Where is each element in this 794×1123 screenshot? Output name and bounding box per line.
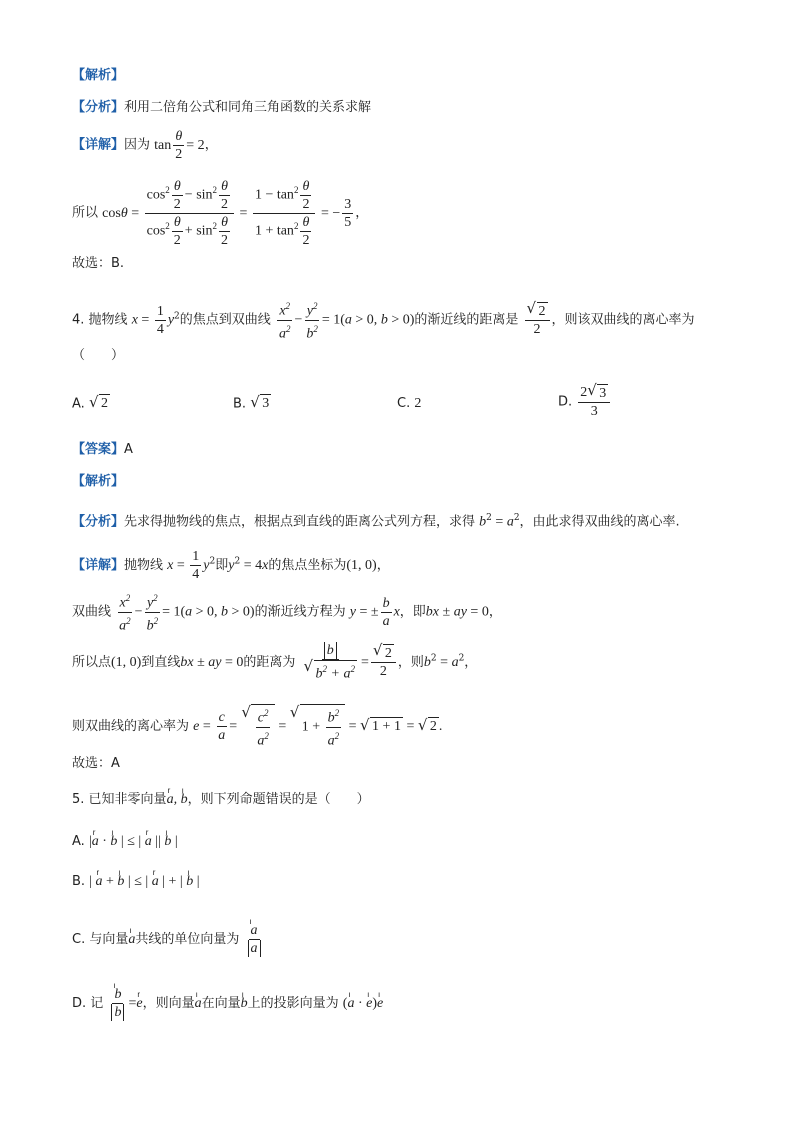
sec3-line-prefix: 所以 (72, 205, 99, 221)
q4-daan-tag: 【答案】 (72, 442, 125, 457)
q4-option-b[interactable]: B. √ 3 (233, 394, 271, 415)
sec3-fenxi-line (72, 98, 371, 118)
sec3-answer: 故选：B. (72, 256, 125, 271)
q4-option-a[interactable]: A. √ 2 (72, 394, 110, 415)
q4-detail-2: 双曲线 $\frac{x^2}{a^2}$ − $\frac{y^2}{b^2}$ = 1(a > 0, b > 0)的渐近线方程为 y = ± $\frac{b}{a}$ x，即bx ± ay = 0， (72, 590, 502, 634)
q4-fenxi-line: 【分析】先求得抛物线的焦点，根据点到直线的距离公式列方程，求得 $b^2 = a^2$，由此求得双曲线的离心率. (72, 513, 680, 530)
sec3-cos-line: 所以 cosθ = $\cos^2$ $\frac{\theta}{2}$ − $\sin^2$ $\frac{\theta}{2}$ $\cos^2$ $\frac{\theta}{2}$ + $\sin^2$ $\frac{\theta}{2}$ = $1 - \tan^2$ $\frac{\theta}{2}$ $1 + \tan^2$ $\frac{\theta}{2}$ = − $\frac{3}{5}$ ， (72, 179, 369, 248)
sec3-fenxi-text: 利用二倍角公式和同角三角函数的关系求解 (124, 100, 372, 115)
sec3-cos-expr: cosθ = $\cos^2$ $\frac{\theta}{2}$ − $\sin^2$ $\frac{\theta}{2}$ $\cos^2$ $\frac{\theta}{2}$ + $\sin^2$ $\frac{\theta}{2}$ = $1 - \tan^2$ $\frac{\theta}{2}$ $1 + \tan^2$ $\frac{\theta}{2}$ = − $\frac{3}{5}$ (102, 179, 352, 248)
sec3-xiangjie-line: 【详解】因为 tan $\frac{\theta}{2}$ = 2， (72, 129, 218, 162)
q4-option-c[interactable]: C. 2 (397, 396, 422, 411)
q4-jiexi-tag: 【解析】 (72, 474, 125, 489)
sec3-xiangjie-text: 因为 (124, 137, 151, 153)
q5-option-b[interactable]: B. | r a + ı b | ≤ | r a | + | ı b | (72, 872, 200, 892)
sec3-fenxi-tag: 【分析】 (72, 100, 125, 115)
q5-option-d[interactable]: D. 记 ı $\frac{b}{b}$ =r e，则向量ı a在向量ı b上的投影向量为 (ı a · ı e)ı e (72, 986, 383, 1021)
q4-answer-line (72, 440, 133, 460)
q4-daan-value: A (124, 442, 133, 457)
q4-option-d[interactable]: D. $\frac{2√ 3}{3}$ (558, 384, 612, 420)
q4-detail-4: 则双曲线的离心率为 e = $\frac{c}{a}$ = √ $\frac{c^2}{a^2}$ = √ 1 + $\frac{b^2}{a^2}$ = √ 1 + 1 = √ 2 . (72, 704, 442, 749)
q5-option-a[interactable]: A. |r a · ı b | ≤ | r a || ı b | (72, 832, 178, 852)
q4-stem: 4. 抛物线 x = $\frac{1}{4}$ $y^2$的焦点到双曲线 $\frac{x^2}{a^2}$ − $\frac{y^2}{b^2}$ = 1(a > 0, b > 0)的渐近线的距离是 √ $\frac{2}{2}$ ，则该双曲线的离心率为 (72, 298, 695, 342)
q4-paren: （ ） (72, 348, 125, 363)
q4-answer: 故选：A (72, 756, 120, 771)
q5-option-c[interactable]: C. 与向量ı a共线的单位向量为 ı $\frac{a}{a}$ (72, 922, 265, 957)
q4-detail-1: 【详解】抛物线 x = $\frac{1}{4}$ $y^2$即$y^2 = 4x$的焦点坐标为(1, 0)， (72, 549, 390, 582)
q5-stem: 5. 已知非零向量r a, ı b，则下列命题错误的是（ ） (72, 790, 370, 810)
q4-number: 4. (72, 312, 85, 328)
q5-number: 5. (72, 792, 85, 807)
q4-detail-3: 所以点(1, 0)到直线bx ± ay = 0的距离为 b √ $b^2 + a^2$ = √ $\frac{2}{2}$ ，则$b^2 = a^2$， (72, 642, 477, 683)
sec3-jiexi-tag: 【解析】 (72, 68, 125, 83)
sec3-xiangjie-tag: 【详解】 (72, 137, 125, 153)
sec3-tan-expr: tan $\frac{\theta}{2}$ = 2 (154, 129, 205, 162)
